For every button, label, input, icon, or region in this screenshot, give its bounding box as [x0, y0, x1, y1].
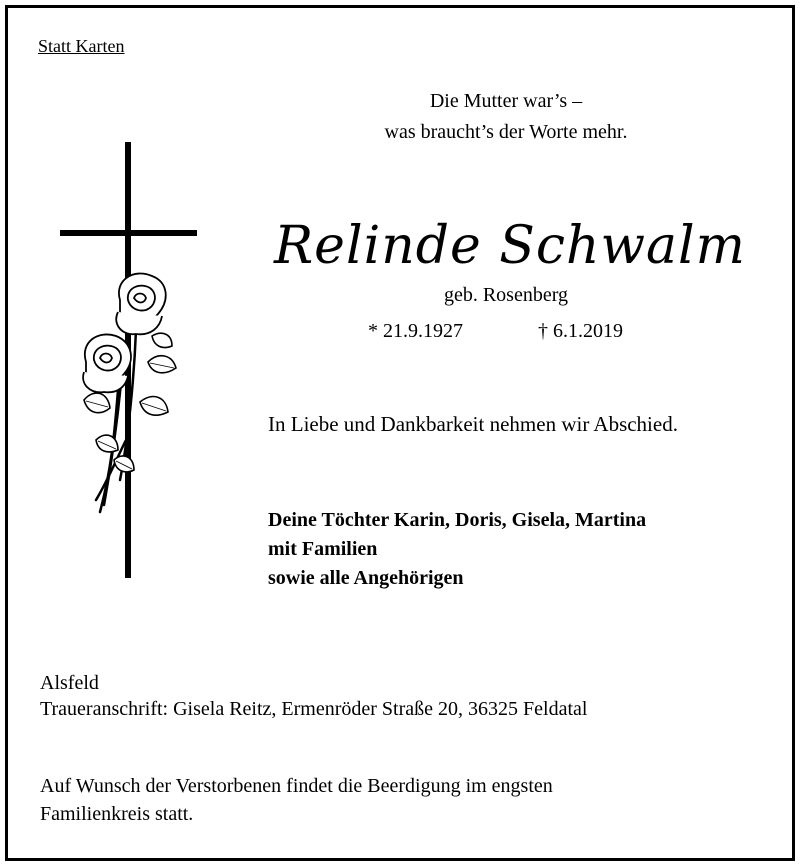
quote: [300, 86, 712, 148]
header-note: Statt Karten: [38, 36, 125, 56]
quote-line-1: Die Mutter war’s –: [429, 90, 583, 112]
birth-date: * 21.9.1927: [368, 320, 463, 342]
funeral-line-1: Auf Wunsch der Verstorbenen findet die Beerdigung im engsten: [40, 775, 553, 797]
family-line-3: sowie alle Angehörigen: [268, 567, 464, 589]
family-line-2: mit Familien: [268, 538, 378, 560]
location: Alsfeld: [40, 672, 99, 694]
funeral-line-2: Familienkreis statt.: [40, 803, 194, 825]
quote-line-2: was braucht’s der Worte mehr.: [384, 121, 628, 143]
maiden-name: geb. Rosenberg: [443, 284, 569, 306]
death-date: † 6.1.2019: [538, 320, 623, 342]
funeral-notice: [40, 772, 553, 828]
family-block: [268, 506, 646, 593]
mourning-address: Traueranschrift: Gisela Reitz, Ermenröder Straße 20, 36325 Feldatal: [40, 698, 588, 720]
deceased-name: Relinde Schwalm: [274, 216, 746, 276]
farewell-text: In Liebe und Dankbarkeit nehmen wir Abschied.: [268, 412, 678, 436]
cross-with-roses-icon: [56, 140, 206, 585]
family-line-1: Deine Töchter Karin, Doris, Gisela, Martina: [268, 509, 647, 531]
